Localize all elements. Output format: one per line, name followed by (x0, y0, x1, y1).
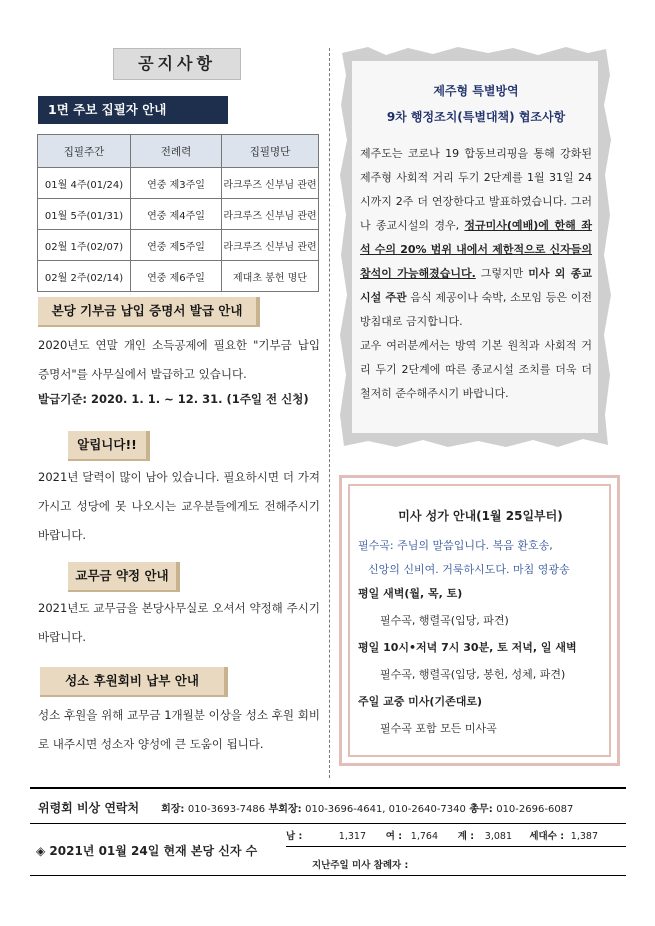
table-cell: 02월 2주(02/14) (38, 261, 131, 292)
alert-banner: 알립니다!! (68, 431, 150, 461)
table-cell: 라크루즈 신부님 관련 (222, 199, 319, 230)
table-row (38, 230, 319, 261)
duty-schedule-table (37, 134, 319, 292)
table-cell: 제대초 봉헌 명단 (222, 261, 319, 292)
mass-section-title: 주일 교중 미사(기존대로) (358, 695, 482, 708)
table-header: 집필명단 (222, 135, 319, 168)
male-label: 남 : (286, 831, 303, 842)
president-label: 회장: (161, 804, 185, 815)
mass-title: 미사 성가 안내(1월 25일부터) (398, 509, 563, 523)
footer-bottom-rule (30, 875, 626, 876)
notice-paragraph-2: 교우 여러분께서는 방역 기본 원칙과 사회적 거리 두기 2단계에 따른 종교시설 조치를 더욱 더 철저히 준수해주시기 바랍니다. (360, 339, 592, 400)
notice-bold-text: 미사 외 종교시설 주관 (360, 267, 592, 304)
table-row (38, 261, 319, 292)
table-cell: 연중 제4주일 (131, 199, 222, 230)
president-phone: 010-3693-7486 (187, 804, 266, 815)
church-fee-banner: 교무금 약정 안내 (68, 562, 180, 592)
attendance-label: 지난주일 미사 참례자 : (312, 860, 409, 871)
seminary-text: 성소 후원을 위해 교무금 1개월분 이상을 성소 후원 회비로 내주시면 성소자 양성에 큰 도움이 됩니다. (38, 708, 320, 751)
table-row (38, 199, 319, 230)
footer-top-rule (30, 787, 626, 789)
column-divider (329, 48, 330, 778)
table-row (38, 168, 319, 199)
treasurer-phone: 010-2696-6087 (496, 804, 574, 815)
table-cell: 연중 제3주일 (131, 168, 222, 199)
parishioner-counts (286, 828, 626, 842)
total-label: 계 : (457, 831, 474, 842)
duty-banner: 1면 주보 집필자 안내 (38, 96, 228, 124)
donation-banner: 본당 기부금 납입 증명서 발급 안내 (38, 297, 260, 327)
parishioner-count-title: ◈ 2021년 01월 24일 현재 본당 신자 수 (36, 844, 258, 858)
mass-section-text: 필수곡 포함 모든 미사곡 (380, 722, 497, 735)
table-cell: 연중 제6주일 (131, 261, 222, 292)
notice-text: 제주도는 코로나 19 합동브리핑을 통해 강화된 제주형 사회적 거리 두기 2단계를 1월 31일 24시까지 2주 더 연장한다고 발표하였습니다. 그러나 종교시설의 경우, (360, 147, 592, 232)
table-cell: 연중 제5주일 (131, 230, 222, 261)
table-header: 전례력 (131, 135, 222, 168)
notice-underlined-text: 정규미사(예배)에 한해 좌석 수의 20% 범위 내에서 제한적으로 신자들의 참석이 가능해졌습니다. (360, 219, 592, 280)
emergency-label: 위령회 비상 연락처 (38, 801, 140, 815)
table-cell: 라크루즈 신부님 관련 (222, 230, 319, 261)
page-title: 공지사항 (113, 48, 241, 80)
table-cell: 02월 1주(02/07) (38, 230, 131, 261)
household-label: 세대수 : (529, 831, 564, 842)
notice-text: 그렇지만 (475, 267, 529, 280)
household-count: 1,387 (570, 831, 598, 842)
church-fee-text: 2021년도 교무금을 본당사무실로 오셔서 약정해 주시기 바랍니다. (38, 601, 320, 644)
mass-required-line1: 필수곡: 주님의 말씀입니다. 복음 환호송, (358, 539, 553, 552)
notice-title-line1: 제주형 특별방역 (433, 84, 519, 98)
emergency-contacts (38, 799, 628, 816)
notice-paragraph-1 (360, 142, 592, 334)
female-label: 여 : (385, 831, 402, 842)
notice-text: 음식 제공이나 숙박, 소모임 등은 이전 방침대로 금지합니다. (360, 291, 592, 328)
female-count: 1,764 (410, 831, 438, 842)
covid-notice (360, 78, 592, 406)
mass-section-title: 평일 10시•저녁 7시 30분, 토 저녁, 일 새벽 (358, 641, 577, 654)
seminary-banner: 성소 후원회비 납부 안내 (40, 667, 228, 697)
mass-section-title: 평일 새벽(월, 목, 토) (358, 587, 463, 600)
table-cell: 01월 4주(01/24) (38, 168, 131, 199)
mass-section-text: 필수곡, 행렬곡(입당, 봉헌, 성체, 파견) (380, 668, 566, 681)
table-cell: 01월 5주(01/31) (38, 199, 131, 230)
vice-label: 부회장: (268, 804, 302, 815)
table-cell: 라크루즈 신부님 관련 (222, 168, 319, 199)
vice-phone: 010-3696-4641, 010-2640-7340 (305, 804, 466, 815)
notice-title-line2: 9차 행정조치(특별대책) 협조사항 (386, 110, 566, 124)
alert-text: 2021년 달력이 많이 남아 있습니다. 필요하시면 더 가져가시고 성당에 못 나오시는 교우분들에게도 전해주시기 바랍니다. (38, 470, 320, 542)
treasurer-label: 총무: (469, 804, 493, 815)
mass-section-text: 필수곡, 행렬곡(입당, 파견) (380, 614, 509, 627)
mass-required-line2: 신앙의 신비여. 거룩하시도다. 마침 영광송 (368, 563, 570, 576)
counts-rule (286, 846, 626, 847)
donation-criteria: 발급기준: 2020. 1. 1. ~ 12. 31. (1주일 전 신청) (38, 392, 309, 406)
table-header: 집필주간 (38, 135, 131, 168)
mass-hymn-guide (358, 504, 603, 744)
total-count: 3,081 (484, 831, 512, 842)
male-count: 1,317 (338, 831, 366, 842)
footer-mid-rule (30, 823, 626, 824)
donation-text: 2020년도 연말 개인 소득공제에 필요한 "기부금 납입 증명서"를 사무실에서 발급하고 있습니다. (38, 338, 320, 381)
